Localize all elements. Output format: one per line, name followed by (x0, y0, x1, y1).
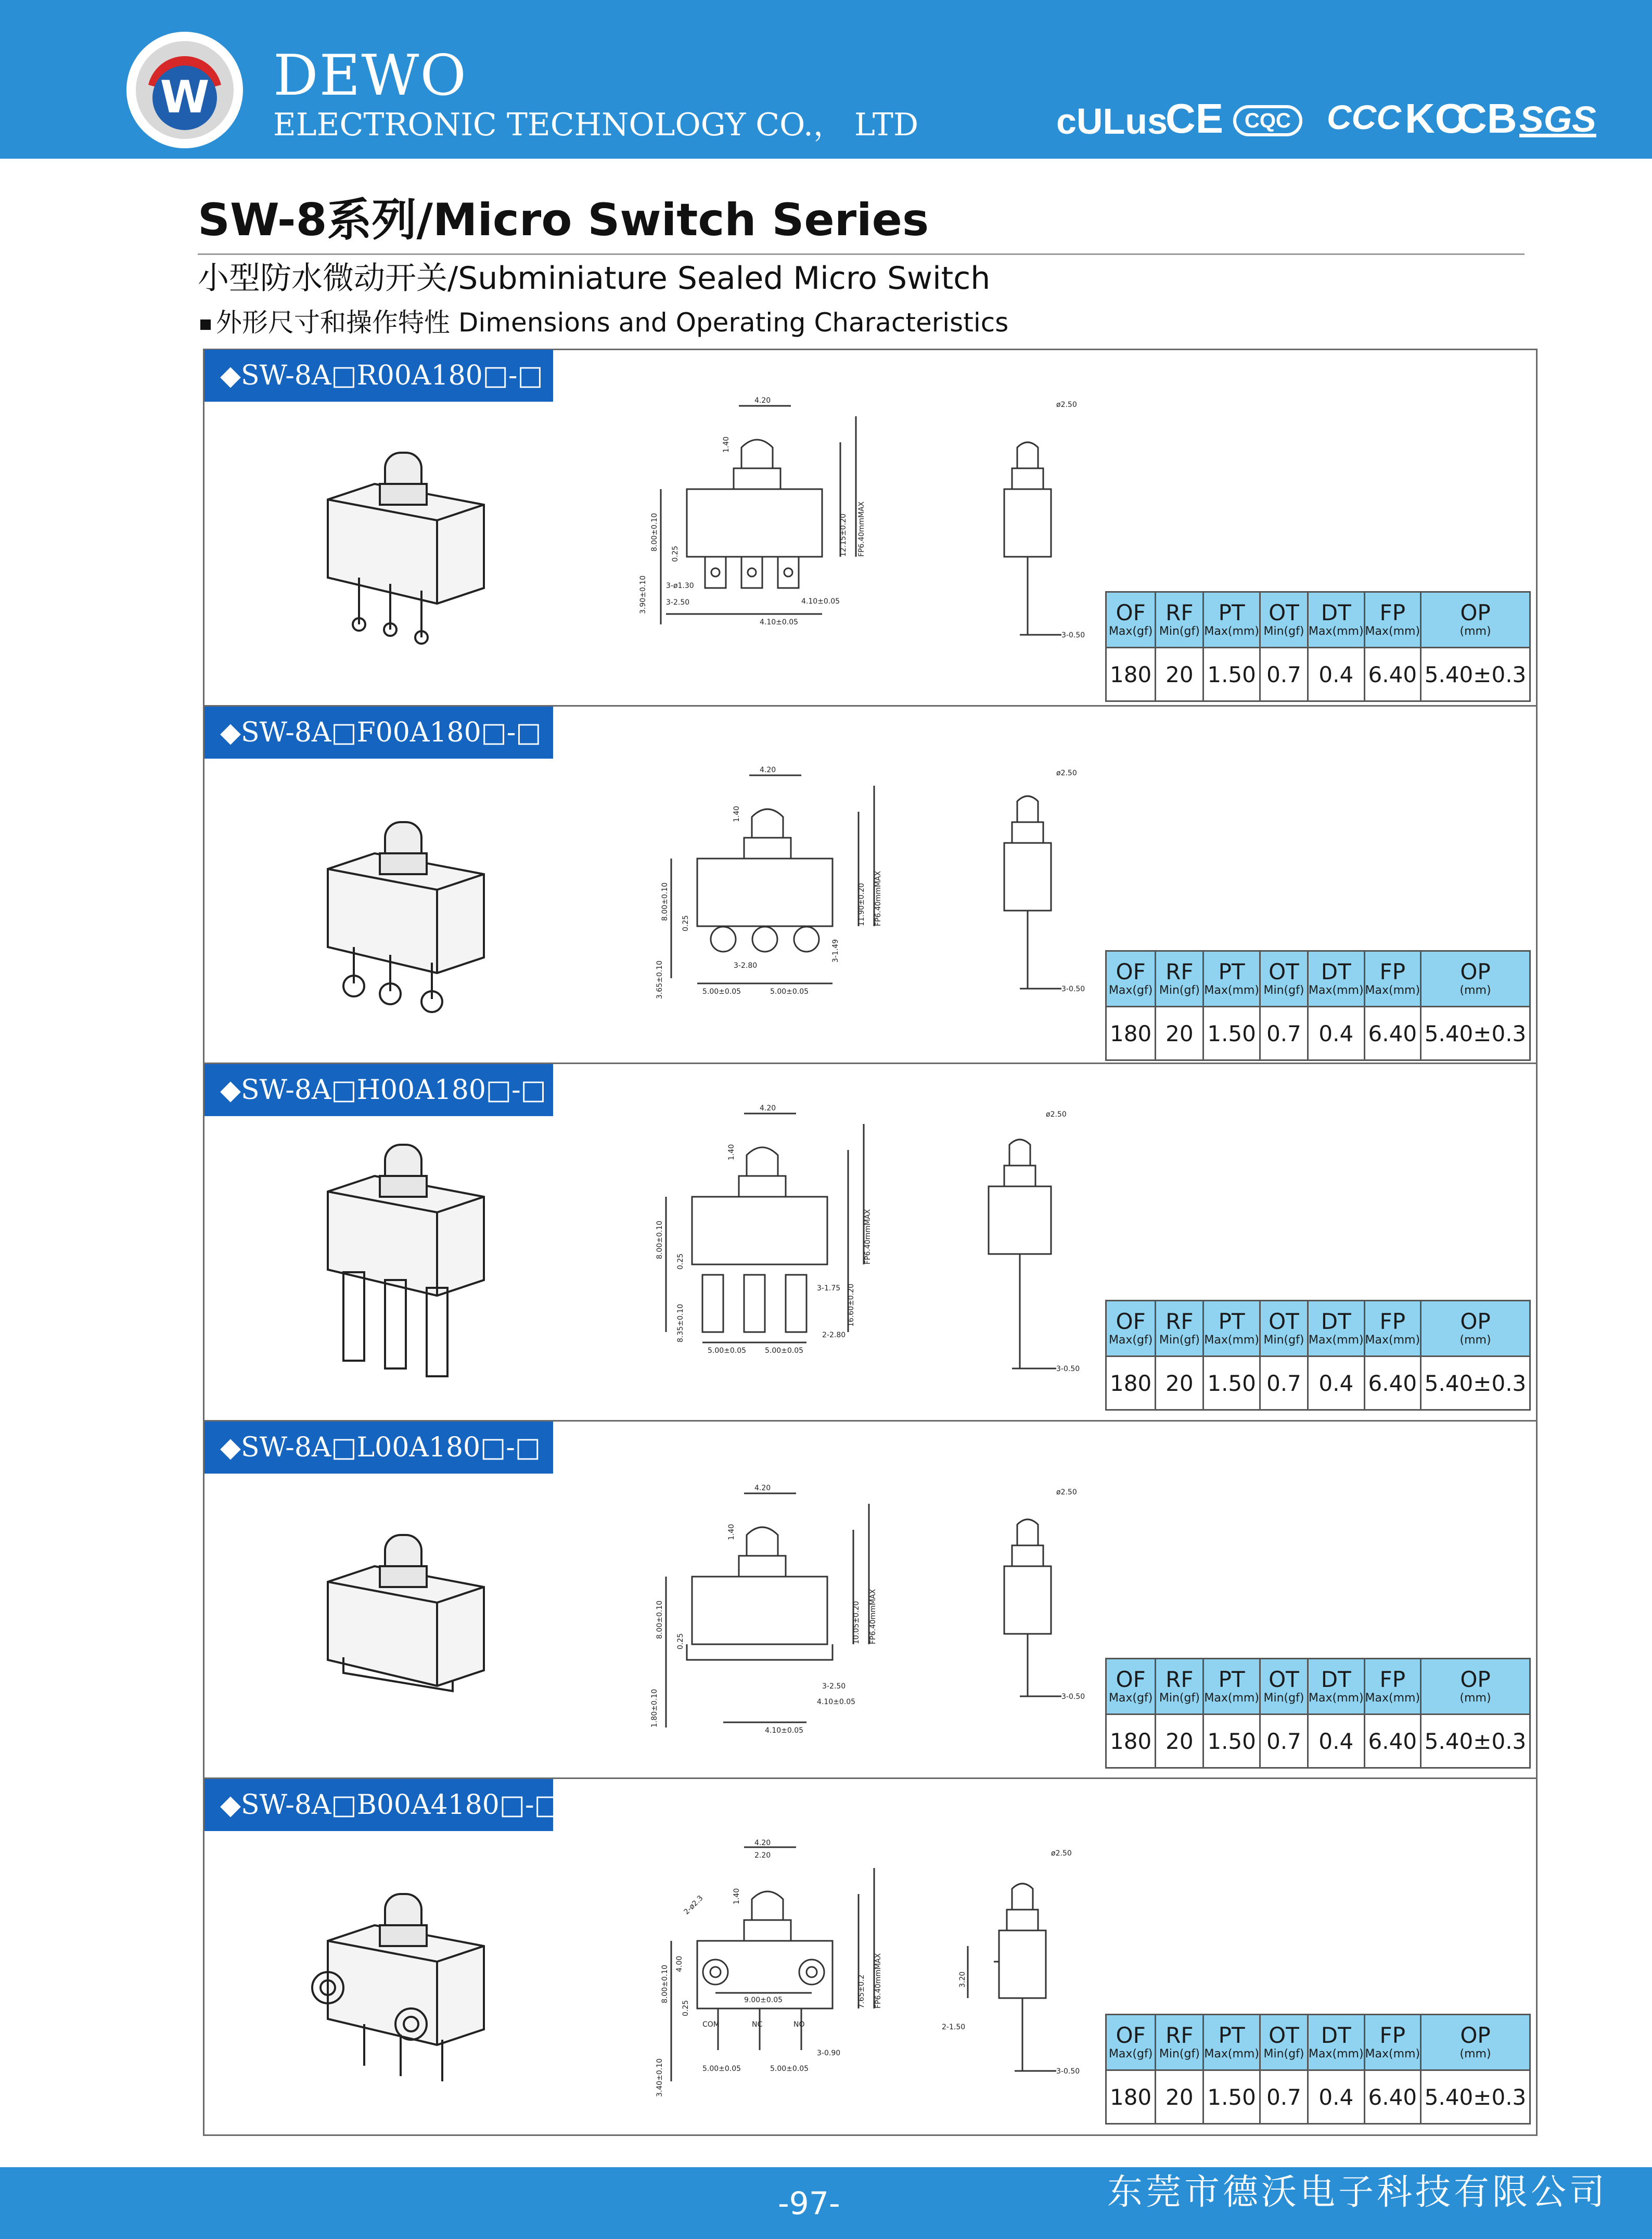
spec-cell: 180 (1106, 648, 1156, 701)
spec-column-code: OP (1460, 1666, 1491, 1692)
spec-column-unit: Min(gf) (1159, 624, 1200, 638)
spec-column-code: RF (1166, 1666, 1194, 1692)
bullet-square-icon (200, 319, 211, 330)
spec-cell (1364, 1659, 1421, 1715)
spec-cell (1156, 1301, 1203, 1357)
spec-column-code: FP (1379, 1666, 1406, 1692)
spec-column-code: OF (1116, 958, 1146, 984)
spec-column-code: FP (1379, 958, 1406, 984)
dim-label: 5.00±0.05 (770, 988, 809, 996)
dim-label: 0.25 (682, 915, 690, 931)
cert-kc: KC (1405, 95, 1465, 142)
dim-label: 4.00 (675, 1955, 684, 1972)
spec-cell (1364, 2015, 1421, 2070)
dim-label: 2.20 (754, 1851, 771, 1860)
spec-column-code: OT (1269, 1308, 1299, 1334)
section-heading-text: 外形尺寸和操作特性 Dimensions and Operating Characteristics (216, 308, 1009, 338)
spec-cell: 6.40 (1364, 648, 1421, 701)
page-subtitle: 小型防水微动开关/Subminiature Sealed Micro Switch (198, 260, 991, 297)
dim-label: 4.10±0.05 (765, 1726, 804, 1735)
dim-label: 0.25 (676, 1633, 685, 1649)
spec-table (1105, 2014, 1531, 2125)
dim-label: 3.20 (958, 1971, 967, 1988)
dim-label: ø2.50 (1056, 769, 1077, 777)
spec-column-code: OF (1116, 1666, 1146, 1692)
model-label: ◆SW-8A□L00A180□-□ (204, 1422, 553, 1474)
spec-column-code: PT (1218, 958, 1245, 984)
dimension-drawing-side (973, 1103, 1119, 1384)
spec-cell (1106, 951, 1156, 1007)
dim-label: ø2.50 (1046, 1110, 1067, 1119)
spec-cell (1308, 1659, 1365, 1715)
spec-column-code: FP (1379, 599, 1406, 625)
spec-cell: 1.50 (1203, 1715, 1260, 1768)
spec-column-code: DT (1321, 958, 1351, 984)
spec-column-unit: Max(mm) (1204, 624, 1259, 638)
dim-label: 1.40 (733, 805, 741, 822)
spec-cell: 20 (1156, 2070, 1203, 2124)
certification-logos (1056, 94, 1597, 146)
spec-column-unit: Max(mm) (1309, 624, 1364, 638)
dim-label: 11.90±0.20 (857, 883, 866, 926)
dimension-drawing-side (937, 1842, 1103, 2092)
dim-label: 0.25 (676, 1253, 685, 1270)
spec-cell (1260, 1301, 1308, 1357)
spec-column-unit: Min(gf) (1159, 983, 1200, 997)
spec-column-code: OF (1116, 2022, 1146, 2048)
spec-cell: 5.40±0.3 (1421, 2070, 1530, 2124)
spec-column-unit: Max(gf) (1108, 1333, 1153, 1347)
dim-label: FP6.40mmMAX (874, 1953, 882, 2008)
dim-label: 8.00±0.10 (650, 513, 659, 552)
spec-column-unit: Max(mm) (1365, 983, 1420, 997)
spec-table (1105, 1658, 1531, 1769)
spec-column-unit: Max(mm) (1365, 1691, 1420, 1705)
spec-cell (1308, 2015, 1365, 2070)
spec-column-unit: (mm) (1459, 2047, 1491, 2061)
logo-letter: W (160, 71, 210, 123)
spec-cell (1203, 592, 1260, 648)
dim-label: 4.20 (754, 1484, 771, 1492)
spec-column-unit: (mm) (1459, 1691, 1491, 1705)
spec-cell (1308, 592, 1365, 648)
spec-cell (1364, 592, 1421, 648)
cert-ce: CE (1166, 95, 1224, 142)
dim-label: 5.00±0.05 (702, 988, 741, 996)
dim-label: 12.15±0.20 (839, 514, 848, 557)
spec-cell: 20 (1156, 1007, 1203, 1060)
dim-label: 3-2.50 (822, 1682, 846, 1691)
spec-column-unit: Max(mm) (1365, 1333, 1420, 1347)
dim-label: NO (793, 2020, 805, 2029)
switch-photo-solder-lugs (312, 812, 500, 1041)
spec-cell (1308, 951, 1365, 1007)
spec-column-unit: Max(gf) (1108, 624, 1153, 638)
dim-label: 1.40 (727, 1524, 736, 1540)
dim-label: 3-1.75 (817, 1284, 841, 1293)
spec-column-code: PT (1218, 1308, 1245, 1334)
spec-cell: 0.4 (1308, 648, 1365, 701)
spec-cell: 5.40±0.3 (1421, 648, 1530, 701)
spec-cell: 1.50 (1203, 1007, 1260, 1060)
spec-column-unit: Min(gf) (1263, 983, 1304, 997)
spec-column-unit: Min(gf) (1263, 1691, 1304, 1705)
switch-photo-pcb-pins (312, 447, 500, 676)
dim-label: 3.65±0.10 (656, 960, 664, 999)
spec-cell: 1.50 (1203, 648, 1260, 701)
spec-column-unit: Max(mm) (1204, 983, 1259, 997)
model-label: ◆SW-8A□H00A180□-□ (204, 1064, 553, 1116)
dim-label: FP6.40mmMAX (864, 1209, 872, 1264)
spec-cell (1203, 1659, 1260, 1715)
dim-label: 4.20 (760, 766, 776, 774)
spec-column-code: DT (1321, 2022, 1351, 2048)
spec-column-code: OP (1460, 2022, 1491, 2048)
dim-label: 5.00±0.05 (770, 2065, 809, 2073)
spec-table (1105, 591, 1531, 702)
spec-column-unit: Max(gf) (1108, 1691, 1153, 1705)
spec-column-unit: Max(mm) (1309, 983, 1364, 997)
spec-table (1105, 950, 1531, 1061)
dim-label: FP6.40mmMAX (874, 871, 882, 926)
dim-label: 10.05±0.20 (852, 1601, 861, 1644)
dim-label: 0.25 (671, 545, 680, 562)
dim-label: 0.25 (682, 2000, 690, 2016)
spec-column-unit: Max(mm) (1365, 2047, 1420, 2061)
dimension-drawing-front (635, 1098, 916, 1389)
cert-cqc: CQC (1233, 105, 1302, 136)
dim-label: 3-0.50 (1061, 985, 1085, 993)
spec-column-unit: Max(mm) (1309, 1333, 1364, 1347)
spec-column-unit: Max(gf) (1108, 2047, 1153, 2061)
spec-column-code: OT (1269, 1666, 1299, 1692)
dimension-drawing-front (650, 1478, 911, 1748)
dim-label: 8.00±0.10 (661, 1964, 669, 2003)
spec-cell: 180 (1106, 1715, 1156, 1768)
spec-column-unit: (mm) (1459, 624, 1491, 638)
spec-cell (1260, 2015, 1308, 2070)
dim-label: 1.40 (722, 436, 731, 453)
spec-cell: 5.40±0.3 (1421, 1007, 1530, 1060)
spec-cell: 180 (1106, 2070, 1156, 2124)
dim-label: 9.00±0.05 (744, 1996, 783, 2004)
spec-cell: 180 (1106, 1357, 1156, 1410)
spec-cell (1203, 951, 1260, 1007)
spec-column-code: RF (1166, 958, 1194, 984)
spec-column-code: PT (1218, 1666, 1245, 1692)
brand-name: DEWO (273, 43, 467, 108)
dim-label: 16.60±0.20 (847, 1284, 855, 1327)
dim-label: ø2.50 (1056, 401, 1077, 409)
spec-column-unit: (mm) (1459, 1333, 1491, 1347)
dim-label: ø2.50 (1051, 1849, 1072, 1858)
spec-column-code: OF (1116, 599, 1146, 625)
spec-column-code: OP (1460, 599, 1491, 625)
spec-column-code: DT (1321, 1308, 1351, 1334)
spec-cell (1260, 1659, 1308, 1715)
spec-cell: 6.40 (1364, 1007, 1421, 1060)
spec-cell (1106, 2015, 1156, 2070)
dim-label: 3-0.50 (1061, 1693, 1085, 1701)
dimension-drawing-front (650, 1837, 921, 2118)
dim-label: 3-0.50 (1056, 1365, 1080, 1373)
spec-column-unit: Min(gf) (1159, 2047, 1200, 2061)
spec-column-unit: Min(gf) (1263, 1333, 1304, 1347)
dim-label: 2-1.50 (942, 2023, 966, 2031)
spec-cell: 1.50 (1203, 1357, 1260, 1410)
spec-cell (1364, 951, 1421, 1007)
spec-cell: 0.7 (1260, 648, 1308, 701)
spec-table (1105, 1300, 1531, 1411)
dimension-drawing-front (635, 385, 905, 676)
spec-cell: 180 (1106, 1007, 1156, 1060)
dim-label: 3-2.50 (666, 598, 690, 607)
model-label: ◆SW-8A□F00A180□-□ (204, 707, 553, 759)
spec-cell (1156, 592, 1203, 648)
spec-column-code: OT (1269, 599, 1299, 625)
spec-column-code: FP (1379, 2022, 1406, 2048)
dim-label: 1.80±0.10 (650, 1688, 659, 1728)
dim-label: 3-ø1.30 (666, 582, 694, 590)
spec-column-unit: Max(mm) (1309, 1691, 1364, 1705)
spec-column-code: DT (1321, 1666, 1351, 1692)
spec-cell (1421, 1659, 1530, 1715)
spec-cell: 5.40±0.3 (1421, 1715, 1530, 1768)
cert-ccc: CCC (1327, 98, 1401, 136)
spec-cell: 0.4 (1308, 1007, 1365, 1060)
spec-column-unit: Max(mm) (1309, 2047, 1364, 2061)
dim-label: 8.00±0.10 (661, 882, 669, 921)
dim-label: 4.10±0.05 (760, 618, 799, 626)
spec-column-unit: Max(mm) (1204, 2047, 1259, 2061)
spec-column-code: RF (1166, 599, 1194, 625)
dim-label: 3-0.50 (1056, 2067, 1080, 2076)
dim-label: 3-0.90 (817, 2049, 841, 2057)
dimension-drawing-side (983, 760, 1119, 1009)
dim-label: 5.00±0.05 (765, 1347, 804, 1355)
dim-label: 4.10±0.05 (817, 1698, 856, 1706)
spec-column-unit: Min(gf) (1263, 624, 1304, 638)
spec-cell (1364, 1301, 1421, 1357)
switch-photo-quick-connect (312, 1124, 500, 1384)
spec-cell: 6.40 (1364, 1715, 1421, 1768)
page-number: -97- (778, 2185, 840, 2222)
dim-label: 7.65±0.2 (857, 1974, 866, 2008)
spec-column-unit: Max(gf) (1108, 983, 1153, 997)
dim-label: FP6.40mmMAX (869, 1589, 877, 1644)
spec-cell: 0.4 (1308, 2070, 1365, 2124)
spec-column-code: OT (1269, 958, 1299, 984)
spec-column-unit: Min(gf) (1159, 1333, 1200, 1347)
spec-cell (1156, 1659, 1203, 1715)
spec-column-code: PT (1218, 2022, 1245, 2048)
dimension-drawing-side (983, 1483, 1119, 1717)
spec-cell: 0.7 (1260, 2070, 1308, 2124)
dim-label: 2-2.80 (822, 1331, 846, 1339)
dim-label: 5.00±0.05 (708, 1347, 747, 1355)
dim-label: 8.00±0.10 (656, 1600, 664, 1639)
spec-cell (1106, 1301, 1156, 1357)
spec-cell: 20 (1156, 648, 1203, 701)
spec-column-unit: (mm) (1459, 983, 1491, 997)
section-heading (200, 310, 1008, 336)
dimension-drawing-front (656, 754, 916, 1025)
dim-label: 4.20 (754, 1839, 771, 1847)
spec-cell (1106, 592, 1156, 648)
dim-label: 4.20 (754, 396, 771, 405)
spec-cell (1156, 951, 1203, 1007)
dim-label: FP6.40mmMAX (857, 501, 866, 557)
spec-cell: 0.7 (1260, 1715, 1308, 1768)
dim-label: 3-0.50 (1061, 631, 1085, 639)
dim-label: 3.90±0.10 (639, 575, 647, 614)
spec-column-code: OT (1269, 2022, 1299, 2048)
spec-column-unit: Max(mm) (1365, 624, 1420, 638)
model-label: ◆SW-8A□R00A180□-□ (204, 350, 553, 402)
dewo-logo (125, 30, 245, 150)
dim-label: 3.40±0.10 (656, 2058, 664, 2097)
dim-label: 5.00±0.05 (702, 2065, 741, 2073)
spec-cell (1203, 1301, 1260, 1357)
spec-column-unit: Max(mm) (1204, 1691, 1259, 1705)
spec-cell: 5.40±0.3 (1421, 1357, 1530, 1410)
dim-label: 2-ø2.3 (682, 1893, 705, 1916)
spec-cell (1203, 2015, 1260, 2070)
dimension-drawing-side (983, 395, 1119, 656)
switch-photo-mounting-holes (307, 1884, 505, 2113)
model-label: ◆SW-8A□B00A4180□-□ (204, 1779, 553, 1831)
cert-cb: CB (1457, 95, 1517, 142)
title-divider (198, 253, 1525, 255)
spec-cell: 6.40 (1364, 2070, 1421, 2124)
switch-photo-right-angle (312, 1525, 500, 1754)
cert-sgs: SGS (1519, 99, 1596, 139)
company-name: ELECTRONIC TECHNOLOGY CO.， LTD (273, 107, 919, 143)
spec-cell: 0.4 (1308, 1357, 1365, 1410)
dim-label: ø2.50 (1056, 1488, 1077, 1496)
spec-column-code: FP (1379, 1308, 1406, 1334)
cert-ul: cULus (1056, 101, 1168, 142)
spec-cell (1308, 1301, 1365, 1357)
spec-column-code: OF (1116, 1308, 1146, 1334)
dim-label: 1.40 (733, 1888, 741, 1904)
dim-label: 8.00±0.10 (656, 1220, 664, 1259)
dim-label: 4.10±0.05 (801, 597, 840, 606)
spec-column-code: OP (1460, 1308, 1491, 1334)
dim-label: NC (752, 2020, 763, 2029)
spec-cell (1156, 2015, 1203, 2070)
dim-label: 3-2.80 (734, 962, 758, 970)
spec-cell: 20 (1156, 1715, 1203, 1768)
dim-label: 1.40 (727, 1144, 736, 1160)
spec-cell (1260, 592, 1308, 648)
spec-cell (1421, 1301, 1530, 1357)
spec-column-code: OP (1460, 958, 1491, 984)
spec-cell: 0.4 (1308, 1715, 1365, 1768)
spec-cell: 0.7 (1260, 1007, 1308, 1060)
spec-column-code: DT (1321, 599, 1351, 625)
spec-cell (1421, 592, 1530, 648)
spec-cell: 0.7 (1260, 1357, 1308, 1410)
dim-label: 4.20 (760, 1104, 776, 1112)
spec-column-code: PT (1218, 599, 1245, 625)
spec-column-unit: Min(gf) (1263, 2047, 1304, 2061)
page-title: SW-8系列/Micro Switch Series (198, 194, 929, 246)
spec-cell (1106, 1659, 1156, 1715)
spec-cell: 1.50 (1203, 2070, 1260, 2124)
company-name-chinese: 东莞市德沃电子科技有限公司 (1107, 2172, 1608, 2213)
dim-label: 8.35±0.10 (676, 1303, 685, 1342)
spec-cell (1421, 951, 1530, 1007)
spec-cell: 20 (1156, 1357, 1203, 1410)
spec-column-code: RF (1166, 1308, 1194, 1334)
spec-column-unit: Min(gf) (1159, 1691, 1200, 1705)
spec-cell (1260, 951, 1308, 1007)
spec-column-code: RF (1166, 2022, 1194, 2048)
spec-cell: 6.40 (1364, 1357, 1421, 1410)
spec-cell (1421, 2015, 1530, 2070)
dim-label: 3-1.49 (831, 939, 840, 963)
dim-label: COM (702, 2020, 720, 2029)
spec-column-unit: Max(mm) (1204, 1333, 1259, 1347)
